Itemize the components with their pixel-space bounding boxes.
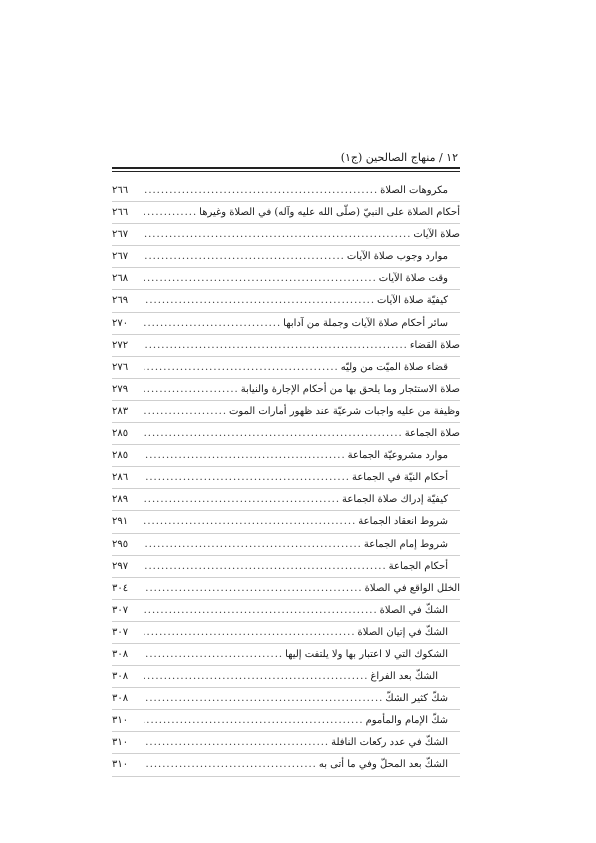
toc-leader-dots (144, 688, 383, 709)
toc-entry-title: الشكّ بعد الفراغ (370, 671, 438, 683)
toc-entry (112, 644, 460, 666)
toc-entry-page: ٣١٠ (112, 715, 129, 727)
toc-entry (112, 688, 460, 710)
toc-entry-page: ٣٠٧ (112, 626, 129, 638)
toc-entry (112, 224, 460, 246)
toc-entry-title: سائر أحكام صلاة الآيات وجملة من آدابها (283, 317, 448, 329)
toc-entry-title: وقت صلاة الآيات (378, 273, 448, 285)
toc-entry-page: ٢٦٧ (112, 251, 129, 263)
toc-entry (112, 511, 460, 533)
toc-leader-dots (144, 754, 317, 775)
toc-entry (112, 246, 460, 268)
toc-entry-title: وظيفة من عليه واجبات شرعيّة عند ظهور أمارات الموت (229, 405, 460, 417)
document-page (112, 150, 460, 777)
toc-leader-dots (144, 622, 356, 643)
toc-entry (112, 180, 460, 202)
toc-entry-title: أحكام النيّة في الجماعة (351, 472, 448, 484)
toc-leader-dots (144, 401, 227, 422)
toc-leader-dots (144, 224, 411, 245)
toc-entry (112, 357, 460, 379)
toc-leader-dots (144, 666, 368, 687)
toc-entry-title: صلاة الآيات (413, 229, 460, 241)
toc-leader-dots (144, 202, 197, 223)
toc-entry-title: أحكام الصلاة على النبيّ (صلّى الله عليه وآله) في الصلاة وغيرها (199, 207, 460, 219)
toc-entry-title: مكروهات الصلاة (380, 185, 448, 196)
toc-entry-page: ٢٧٠ (112, 317, 129, 329)
toc-entry-page: ٢٩٧ (112, 560, 129, 572)
toc-entry (112, 534, 460, 556)
toc-entry-page: ٢٨٣ (112, 405, 129, 417)
toc-leader-dots (144, 180, 378, 201)
toc-leader-dots (144, 313, 281, 334)
toc-entry-page: ٢٨٥ (112, 450, 129, 462)
toc-entry-page: ٣٠٧ (112, 604, 129, 616)
toc-entry (112, 335, 460, 357)
toc-entry-title: موارد وجوب صلاة الآيات (346, 251, 448, 263)
toc-entry (112, 666, 460, 688)
toc-entry-title: الخلل الواقع في الصلاة (364, 582, 460, 594)
toc-entry (112, 313, 460, 335)
toc-entry-title: الشكّ في الصلاة (379, 604, 448, 616)
toc-entry-title: الشكّ في عدد ركعات النافلة (331, 737, 448, 749)
toc-entry-page: ٢٦٨ (112, 273, 129, 285)
toc-entry-title: صلاة الجماعة (404, 428, 460, 440)
toc-entry (112, 489, 460, 511)
header-rule-thin (112, 171, 460, 172)
toc-entry (112, 445, 460, 467)
toc-entry-page: ٢٧٩ (112, 383, 129, 395)
toc-entry-title: أحكام الجماعة (388, 560, 448, 572)
toc-leader-dots (144, 534, 362, 555)
toc-entry (112, 710, 460, 732)
toc-entry (112, 423, 460, 445)
toc-entry-page: ٢٩٥ (112, 538, 129, 550)
toc-entry-page: ٣١٠ (112, 737, 129, 749)
toc-leader-dots (144, 578, 363, 599)
toc-leader-dots (144, 445, 346, 466)
toc-leader-dots (144, 335, 408, 356)
toc-leader-dots (144, 511, 356, 532)
toc-entry (112, 202, 460, 224)
header-rule-thick (112, 167, 460, 169)
toc-entry (112, 556, 460, 578)
toc-entry-title: كيفيّة إدراك صلاة الجماعة (342, 494, 448, 506)
toc-entry-title: الشكّ في إتيان الصلاة (357, 626, 448, 638)
toc-entry (112, 401, 460, 423)
toc-entry (112, 467, 460, 489)
running-header: ١٢ / منهاج الصالحين (ج١) (340, 151, 458, 164)
toc-entry-page: ٢٨٥ (112, 428, 129, 440)
toc-leader-dots (144, 710, 364, 731)
toc-entry-title: صلاة الاستئجار وما يلحق بها من أحكام الإجارة والنيابة (240, 383, 460, 395)
toc-entry-page: ٢٧٦ (112, 361, 129, 373)
toc-entry-title: الشكّ بعد المحلّ وفي ما أتى به (318, 759, 448, 771)
toc-leader-dots (144, 423, 403, 444)
toc-leader-dots (144, 489, 340, 510)
toc-entry-page: ٢٧٢ (112, 339, 129, 351)
toc-leader-dots (144, 556, 387, 577)
toc-entry (112, 578, 460, 600)
toc-entry-title: الشكوك التي لا اعتبار بها ولا يلتفت إليها (285, 648, 448, 660)
toc-leader-dots (144, 268, 377, 289)
toc-entry-title: شكّ الإمام والمأموم (365, 715, 448, 727)
toc-entry-title: كيفيّة صلاة الآيات (377, 295, 448, 307)
toc-leader-dots (144, 290, 375, 311)
toc-leader-dots (144, 644, 283, 665)
table-of-contents (112, 180, 460, 777)
toc-entry-title: قضاء صلاة الميّت من وليّه (340, 361, 448, 373)
toc-leader-dots (144, 467, 350, 488)
toc-entry-page: ٣٠٨ (112, 693, 129, 705)
toc-entry-title: شروط إمام الجماعة (363, 538, 448, 550)
toc-leader-dots (144, 732, 329, 753)
toc-entry-page: ٣٠٤ (112, 582, 129, 594)
toc-entry-title: صلاة القضاء (409, 339, 460, 351)
toc-entry-page: ٢٦٦ (112, 207, 129, 219)
toc-leader-dots (144, 246, 345, 267)
toc-entry-page: ٢٩١ (112, 516, 129, 528)
toc-entry-page: ٣٠٨ (112, 648, 129, 660)
toc-entry-title: موارد مشروعيّة الجماعة (347, 450, 448, 462)
toc-entry-page: ٢٨٩ (112, 494, 129, 506)
toc-entry (112, 290, 460, 312)
toc-entry (112, 732, 460, 754)
toc-entry-page: ٣١٠ (112, 759, 129, 771)
toc-leader-dots (144, 357, 339, 378)
toc-entry-title: شروط انعقاد الجماعة (358, 516, 448, 528)
toc-entry (112, 754, 460, 776)
toc-entry-page: ٣٠٨ (112, 671, 129, 683)
toc-leader-dots (144, 379, 239, 400)
toc-entry-page: ٢٦٧ (112, 229, 129, 241)
toc-entry-page: ٢٦٦ (112, 185, 129, 196)
toc-leader-dots (144, 600, 378, 621)
toc-entry (112, 379, 460, 401)
toc-entry (112, 600, 460, 622)
toc-entry-page: ٢٨٦ (112, 472, 129, 484)
toc-entry-title: شكّ كثير الشكّ (385, 693, 448, 705)
toc-entry (112, 622, 460, 644)
toc-entry (112, 268, 460, 290)
toc-entry-page: ٢٦٩ (112, 295, 129, 307)
